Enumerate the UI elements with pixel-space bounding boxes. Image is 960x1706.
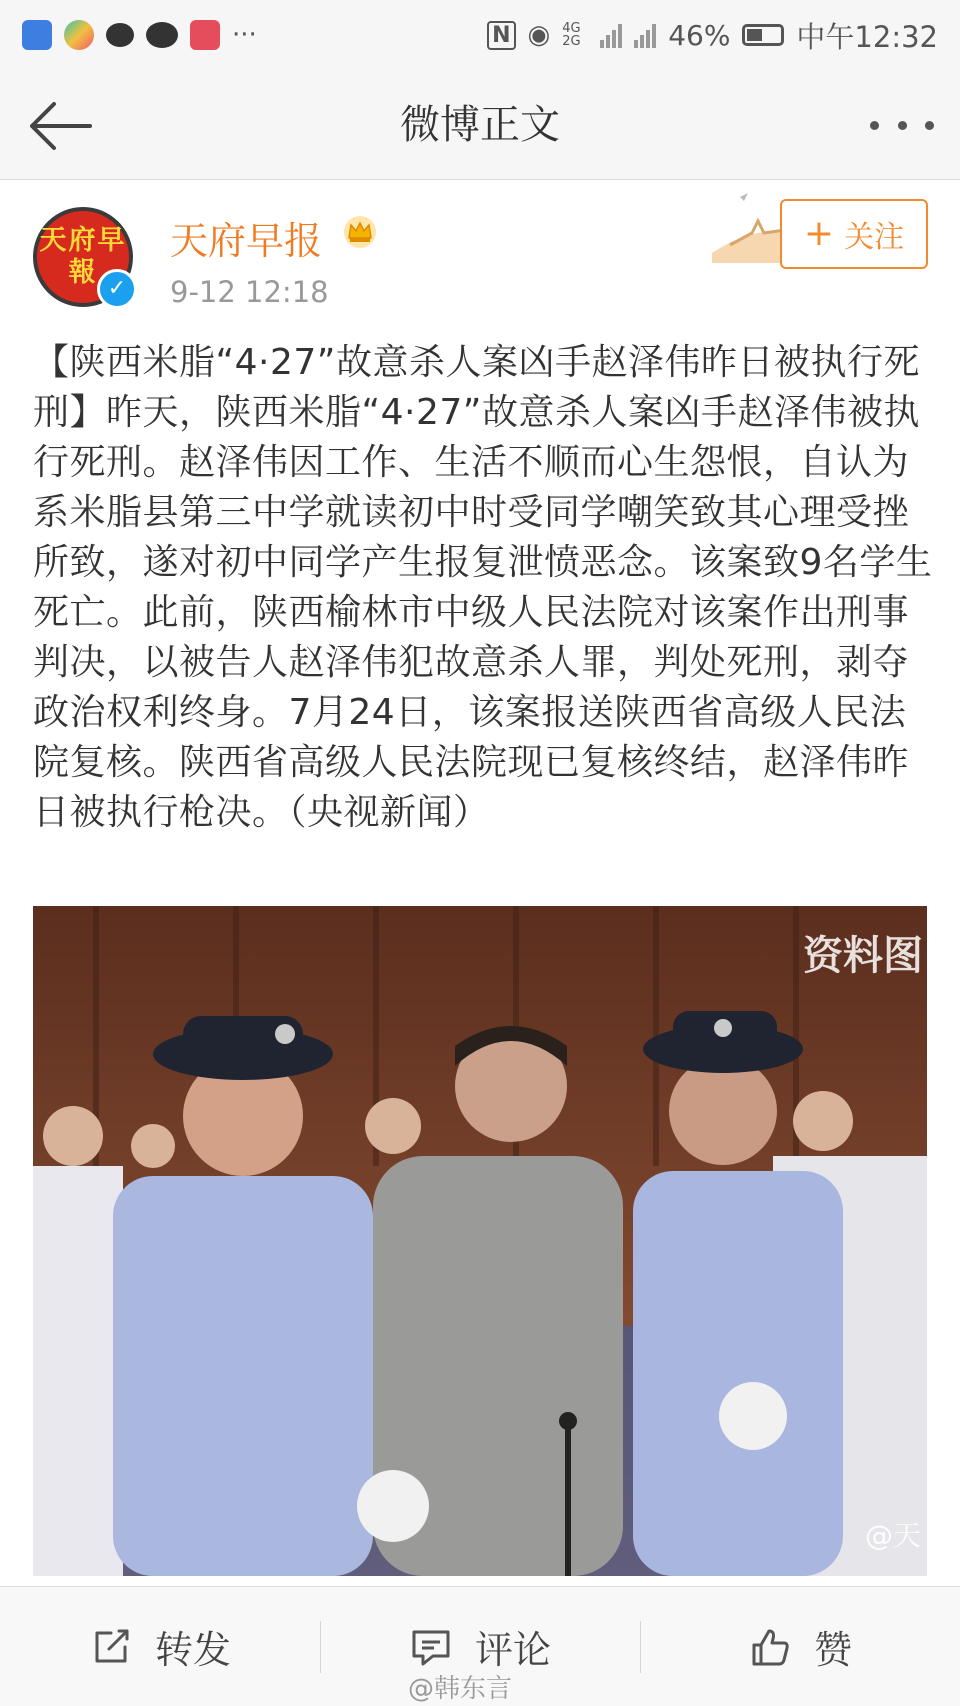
eye-comfort-icon: ◉	[527, 20, 551, 50]
page-watermark: @韩东言	[408, 1674, 513, 1704]
comment-label: 评论	[474, 1628, 551, 1672]
like-button[interactable]	[640, 1587, 960, 1706]
shield-app-icon	[22, 20, 52, 50]
battery-percent: 46%	[668, 18, 731, 52]
courtroom-photo-illustration	[33, 906, 927, 1576]
signal-2-icon	[634, 22, 656, 48]
vip-crown-icon	[342, 214, 378, 250]
status-bar	[0, 0, 960, 70]
more-dot-icon	[925, 121, 934, 130]
page-title: 微博正文	[400, 102, 560, 148]
nav-bar	[0, 70, 960, 180]
repost-label: 转发	[154, 1628, 231, 1672]
post-timestamp: 9-12 12:18	[170, 275, 329, 309]
more-dot-icon	[898, 121, 907, 130]
post-body-text: 【陕西米脂“4·27”故意杀人案凶手赵泽伟昨日被执行死刑】昨天，陕西米脂“4·27”故意杀人案凶手赵泽伟被执行死刑。赵泽伟因工作、生活不顺而心生怨恨，自认为系米脂县第三中学就读初中时受同学嘲笑致其心理受挫所致，遂对初中同学产生报复泄愤恶念。该案致9名学生死亡。此前，陕西榆林市中级人民法院对该案作出刑事判决，以被告人赵泽伟犯故意杀人罪，判处死刑，剥夺政治权利终身。7月24日，该案报送陕西省高级人民法院复核。陕西省高级人民法院现已复核终结，赵泽伟昨日被执行枪决。（央视新闻）	[33, 342, 933, 833]
nfc-icon: N	[487, 21, 515, 50]
clock: 中午12:32	[796, 19, 938, 54]
photo-watermark: 资料图	[803, 933, 923, 979]
more-options-button[interactable]	[870, 110, 934, 140]
verified-badge-icon: ✓	[97, 269, 137, 309]
share-icon	[89, 1625, 133, 1669]
more-dot-icon	[870, 121, 879, 130]
battery-fill	[747, 29, 762, 41]
signal-icon	[600, 22, 622, 48]
like-label: 赞	[813, 1628, 852, 1672]
more-notifications-label: ···	[232, 20, 257, 50]
play-app-icon	[64, 20, 94, 50]
wechat-icon	[146, 22, 178, 48]
follow-button[interactable]	[780, 199, 928, 269]
avatar-text: 天府早報	[39, 225, 127, 288]
book-app-icon	[190, 20, 220, 50]
status-right	[487, 15, 938, 56]
network-type: 4G 2G	[562, 21, 581, 49]
post-photo[interactable]	[33, 906, 927, 1576]
plus-icon: +	[803, 213, 835, 254]
avatar[interactable]	[33, 207, 133, 307]
repost-button[interactable]	[0, 1587, 320, 1706]
status-left	[22, 20, 257, 50]
username[interactable]: 天府早报	[170, 219, 323, 263]
comment-icon	[409, 1625, 453, 1669]
battery-icon	[742, 24, 784, 46]
thumbs-up-icon	[748, 1625, 792, 1669]
photo-credit: @天	[864, 1519, 921, 1552]
follow-label: 关注	[844, 220, 905, 255]
weibo-icon	[106, 23, 134, 47]
